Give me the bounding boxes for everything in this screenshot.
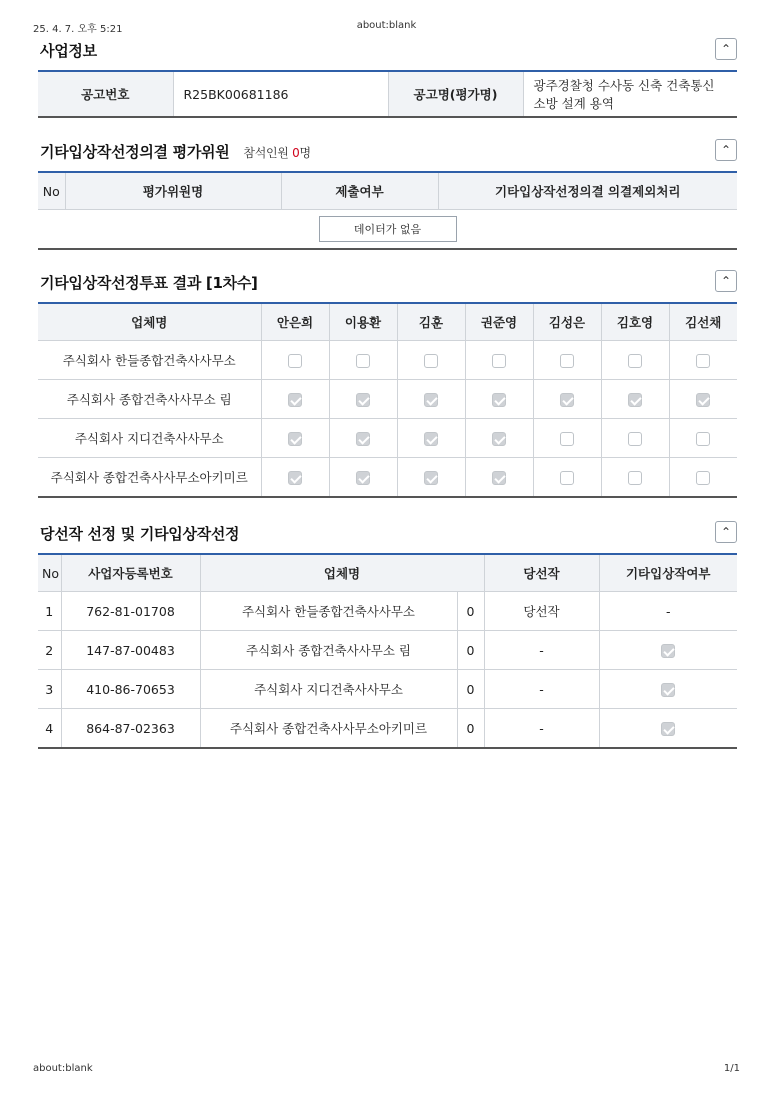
col-no: No (38, 172, 65, 210)
vote-row (38, 341, 737, 380)
winner-row (38, 670, 737, 709)
vote-cell (397, 341, 465, 380)
evaluators-table (38, 171, 737, 250)
vote-checkbox[interactable] (424, 432, 438, 446)
col-judge: 김선채 (669, 303, 737, 341)
vote-row (38, 458, 737, 498)
vote-cell (533, 419, 601, 458)
vote-result-table (38, 302, 737, 498)
vote-checkbox[interactable] (356, 393, 370, 407)
vote-checkbox[interactable] (560, 432, 574, 446)
vote-checkbox[interactable] (424, 393, 438, 407)
score: 0 (457, 592, 484, 631)
chevron-up-icon: ⌃ (720, 143, 732, 157)
score: 0 (457, 670, 484, 709)
other-award (599, 631, 737, 670)
vote-cell (533, 341, 601, 380)
business-info-collapse-button[interactable] (715, 38, 737, 60)
notice-no-value: R25BK00681186 (173, 71, 388, 117)
vote-checkbox[interactable] (288, 354, 302, 368)
vote-result-section (38, 270, 737, 498)
winner-row (38, 709, 737, 749)
winners-table (38, 553, 737, 749)
other-award-checkbox[interactable] (661, 644, 675, 658)
col-exclusion: 기타입상작선정의결 의결제외처리 (438, 172, 737, 210)
vote-result-collapse-button[interactable] (715, 270, 737, 292)
vote-checkbox[interactable] (696, 393, 710, 407)
col-submitted: 제출여부 (281, 172, 438, 210)
print-url: about:blank (356, 20, 417, 31)
vote-checkbox[interactable] (560, 393, 574, 407)
other-award-checkbox[interactable] (661, 722, 675, 736)
vote-cell (669, 458, 737, 498)
winner-status: - (484, 670, 599, 709)
company-name: 주식회사 종합건축사사무소 림 (200, 631, 457, 670)
print-header (33, 20, 740, 34)
notice-no-label: 공고번호 (38, 71, 173, 117)
business-info-table (38, 70, 737, 118)
score: 0 (457, 709, 484, 749)
vote-cell (329, 419, 397, 458)
chevron-up-icon: ⌃ (720, 525, 732, 539)
col-reg-no: 사업자등록번호 (61, 554, 200, 592)
vote-cell (669, 341, 737, 380)
vote-cell (261, 419, 329, 458)
vote-cell (533, 458, 601, 498)
chevron-up-icon: ⌃ (720, 42, 732, 56)
winners-section (38, 521, 737, 749)
company-name: 주식회사 한들종합건축사사무소 (200, 592, 457, 631)
winner-row (38, 592, 737, 631)
vote-cell (261, 341, 329, 380)
vote-cell (669, 380, 737, 419)
vote-checkbox[interactable] (492, 471, 506, 485)
col-other-award: 기타입상작여부 (599, 554, 737, 592)
vote-checkbox[interactable] (288, 393, 302, 407)
attendees-count: 참석인원 0명 (243, 146, 311, 160)
vote-checkbox[interactable] (560, 354, 574, 368)
vote-cell (465, 341, 533, 380)
vote-cell (601, 419, 669, 458)
col-company: 업체명 (38, 303, 261, 341)
evaluators-collapse-button[interactable] (715, 139, 737, 161)
vote-checkbox[interactable] (356, 432, 370, 446)
row-no: 4 (38, 709, 61, 749)
vote-checkbox[interactable] (628, 432, 642, 446)
col-judge: 권준영 (465, 303, 533, 341)
winner-status: - (484, 709, 599, 749)
reg-no: 864-87-02363 (61, 709, 200, 749)
evaluators-title: 기타입상작선정의결 평가위원 (40, 143, 230, 161)
vote-checkbox[interactable] (492, 432, 506, 446)
col-judge: 김성은 (533, 303, 601, 341)
company-name: 주식회사 지디건축사사무소 (200, 670, 457, 709)
business-info-section (38, 38, 737, 118)
vote-checkbox[interactable] (628, 393, 642, 407)
notice-name-value: 광주경찰청 수사동 신축 건축통신 소방 설계 용역 (523, 71, 737, 117)
winners-collapse-button[interactable] (715, 521, 737, 543)
vote-checkbox[interactable] (696, 432, 710, 446)
vote-cell (329, 341, 397, 380)
vote-checkbox[interactable] (356, 471, 370, 485)
vote-checkbox[interactable] (696, 354, 710, 368)
reg-no: 762-81-01708 (61, 592, 200, 631)
evaluators-section (38, 139, 737, 250)
row-no: 3 (38, 670, 61, 709)
other-award (599, 670, 737, 709)
col-judge: 김훈 (397, 303, 465, 341)
vote-result-title: 기타입상작선정투표 결과 [1차수] (40, 274, 258, 292)
print-footer (33, 1063, 740, 1077)
no-data-label: 데이터가 없음 (319, 216, 457, 242)
vote-checkbox[interactable] (628, 471, 642, 485)
print-footer-url: about:blank (33, 1063, 93, 1074)
page-number: 1/1 (723, 1063, 740, 1074)
vote-cell (601, 341, 669, 380)
vote-checkbox[interactable] (696, 471, 710, 485)
vote-checkbox[interactable] (560, 471, 574, 485)
business-info-title: 사업정보 (40, 42, 97, 60)
no-data-row (38, 210, 737, 250)
winner-row (38, 631, 737, 670)
vote-cell (397, 380, 465, 419)
vote-row (38, 380, 737, 419)
other-award (599, 709, 737, 749)
vote-company-name: 주식회사 지디건축사사무소 (38, 419, 261, 458)
chevron-up-icon: ⌃ (720, 274, 732, 288)
col-evaluator-name: 평가위원명 (65, 172, 281, 210)
vote-cell (601, 458, 669, 498)
other-award-checkbox[interactable] (661, 683, 675, 697)
vote-cell (261, 458, 329, 498)
vote-cell (261, 380, 329, 419)
col-judge: 안은희 (261, 303, 329, 341)
score: 0 (457, 631, 484, 670)
vote-cell (465, 419, 533, 458)
col-company: 업체명 (200, 554, 484, 592)
vote-cell (465, 458, 533, 498)
vote-checkbox[interactable] (424, 354, 438, 368)
other-award: - (599, 592, 737, 631)
vote-row (38, 419, 737, 458)
company-name: 주식회사 종합건축사사무소아키미르 (200, 709, 457, 749)
vote-cell (465, 380, 533, 419)
winner-status: 당선작 (484, 592, 599, 631)
vote-checkbox[interactable] (356, 354, 370, 368)
vote-cell (533, 380, 601, 419)
vote-checkbox[interactable] (288, 471, 302, 485)
vote-company-name: 주식회사 종합건축사사무소아키미르 (38, 458, 261, 498)
vote-cell (397, 419, 465, 458)
reg-no: 410-86-70653 (61, 670, 200, 709)
print-date: 25. 4. 7. 오후 5:21 (33, 24, 123, 35)
row-no: 1 (38, 592, 61, 631)
vote-checkbox[interactable] (492, 354, 506, 368)
winners-title: 당선작 선정 및 기타입상작선정 (40, 525, 240, 543)
vote-cell (329, 458, 397, 498)
col-judge: 이용환 (329, 303, 397, 341)
col-judge: 김호영 (601, 303, 669, 341)
vote-company-name: 주식회사 종합건축사사무소 림 (38, 380, 261, 419)
vote-checkbox[interactable] (424, 471, 438, 485)
vote-cell (669, 419, 737, 458)
col-no: No (38, 554, 61, 592)
vote-company-name: 주식회사 한들종합건축사사무소 (38, 341, 261, 380)
reg-no: 147-87-00483 (61, 631, 200, 670)
winner-status: - (484, 631, 599, 670)
vote-checkbox[interactable] (628, 354, 642, 368)
row-no: 2 (38, 631, 61, 670)
vote-checkbox[interactable] (288, 432, 302, 446)
vote-cell (397, 458, 465, 498)
vote-checkbox[interactable] (492, 393, 506, 407)
vote-cell (601, 380, 669, 419)
vote-cell (329, 380, 397, 419)
col-winner: 당선작 (484, 554, 599, 592)
notice-name-label: 공고명(평가명) (388, 71, 523, 117)
